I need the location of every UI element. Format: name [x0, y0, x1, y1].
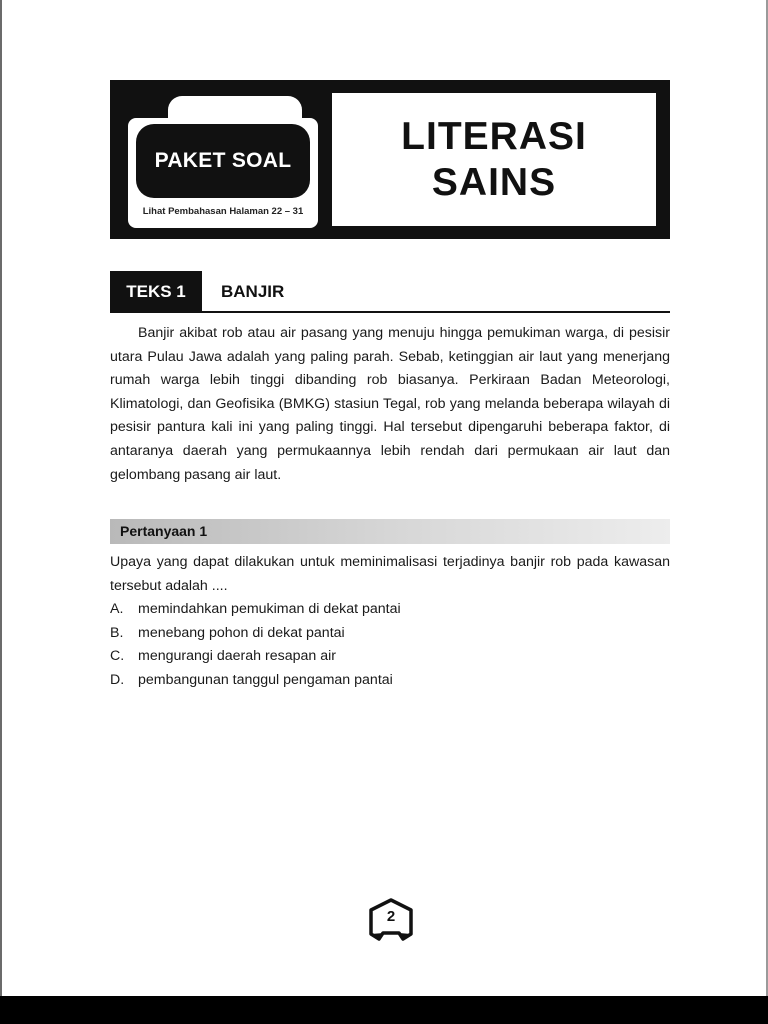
header-banner [110, 80, 670, 239]
section-divider [110, 311, 670, 313]
question-header-bar [110, 519, 670, 544]
option-letter: D. [110, 671, 125, 688]
option-text: pembangunan tanggul pengaman pantai [138, 671, 393, 688]
answer-option-c[interactable] [110, 645, 670, 669]
answer-option-a[interactable] [110, 598, 670, 622]
bottom-bar [0, 996, 768, 1024]
section-header [110, 271, 670, 314]
title-line-1: LITERASI [401, 114, 587, 158]
badge-label: PAKET SOAL [154, 149, 292, 172]
badge-tab [168, 96, 302, 126]
page-number: 2 [386, 908, 396, 925]
badge-label-box [136, 124, 310, 198]
option-letter: B. [110, 624, 124, 641]
option-text: memindahkan pemukiman di dekat pantai [138, 601, 401, 617]
option-letter: C. [110, 648, 125, 665]
title-line-2: SAINS [431, 160, 557, 204]
section-title: BANJIR [221, 282, 285, 301]
title-box [332, 93, 656, 226]
answer-options [110, 598, 670, 692]
question-text: Upaya yang dapat dilakukan untuk meminimalisasi terjadinya banjir rob pada kawasan tersebut adalah .... [110, 554, 670, 594]
reading-paragraph: Banjir akibat rob atau air pasang yang menuju hingga pemukiman warga, di pesisir utara Pulau Jawa adalah yang paling parah. Sebab, ketinggian air laut yang menerjang rumah warga lebih tinggi dibanding rob biasanya. Perkiraan Badan Meteorologi, Klimatologi, dan Geofisika (BMKG) stasiun Tegal, rob yang melanda beberapa wilayah di pesisir pantura kali ini yang paling tinggi. Hal tersebut dipengaruhi beberapa faktor, di antaranya daerah yang permukaannya lebih rendah dari permukaan air laut dan gelombang pasang air laut. [110, 325, 670, 483]
page-number-badge [366, 897, 416, 943]
option-text: mengurangi daerah resapan air [138, 648, 336, 665]
page-edge-left [0, 0, 2, 1000]
option-text: menebang pohon di dekat pantai [138, 624, 345, 641]
answer-option-b[interactable] [110, 622, 670, 646]
section-label: TEKS 1 [110, 271, 202, 312]
answer-option-d[interactable] [110, 669, 670, 693]
option-letter: A. [110, 601, 124, 617]
badge-subtext: Lihat Pembahasan Halaman 22 – 31 [142, 206, 304, 217]
question-label: Pertanyaan 1 [120, 523, 208, 539]
